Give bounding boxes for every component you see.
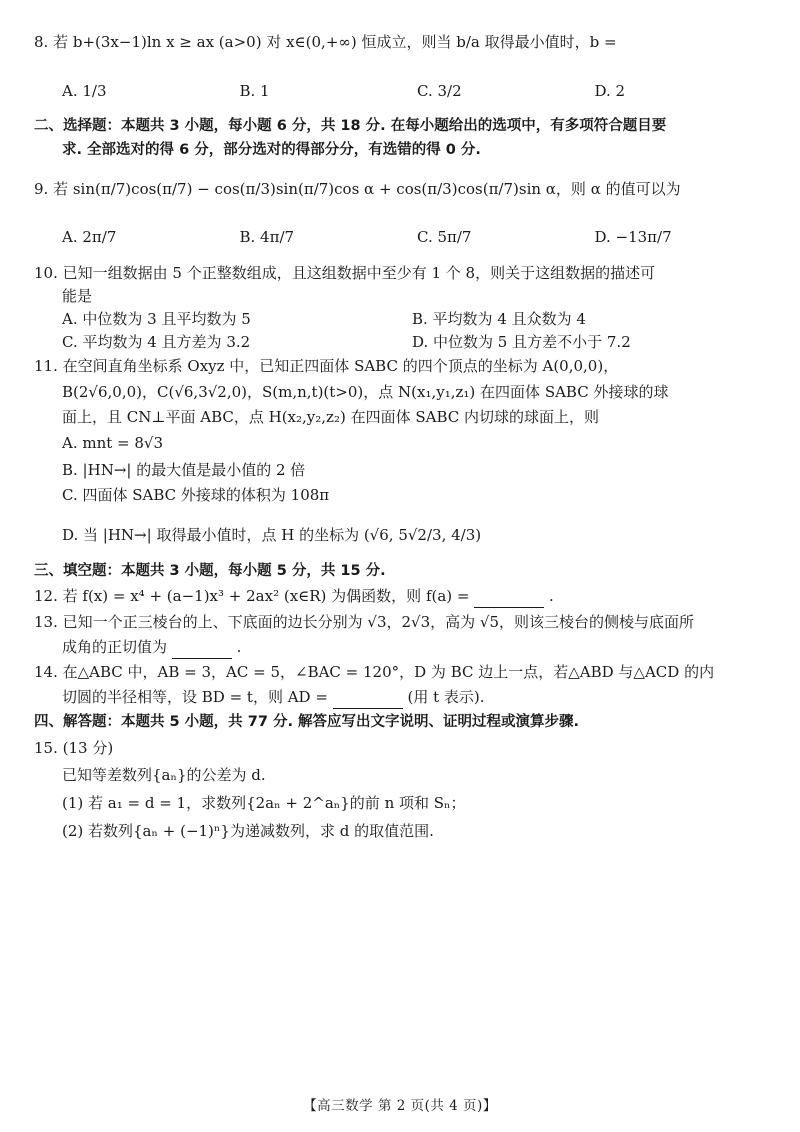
q11-stem-line2: B(2√6,0,0)，C(√6,3√2,0)，S(m,n,t)(t>0)，点 N(x₁,y₁,z₁) 在四面体 SABC 外接球的球 bbox=[62, 383, 669, 401]
q11-option-d: D. 当 |HN→| 取得最小值时，点 H 的坐标为 (√6, 5√2/3, 4/3) bbox=[62, 526, 482, 544]
q13-stem-line1: 13. 已知一个正三棱台的上、下底面的边长分别为 √3，2√3，高为 √5，则该三棱台的侧棱与底面所 bbox=[34, 613, 695, 631]
q10-stem-line1: 10. 已知一组数据由 5 个正整数组成，且这组数据中至少有 1 个 8，则关于这组数据的描述可 bbox=[34, 264, 656, 282]
q12-tail: . bbox=[549, 587, 554, 605]
q8-option-c: C. 3/2 bbox=[417, 82, 462, 100]
q9-stem: 9. 若 sin(π/7)cos(π/7) − cos(π/3)sin(π/7)cos α + cos(π/3)cos(π/7)sin α，则 α 的值可以为 bbox=[34, 180, 681, 198]
q15-part2: (2) 若数列{aₙ + (−1)ⁿ}为递减数列，求 d 的取值范围. bbox=[62, 822, 434, 840]
q11-option-c: C. 四面体 SABC 外接球的体积为 108π bbox=[62, 486, 330, 504]
q14-answer-blank[interactable] bbox=[333, 686, 403, 709]
q13-answer-blank[interactable] bbox=[172, 636, 232, 659]
q14-tail: (用 t 表示). bbox=[407, 688, 485, 706]
q11-stem-line1: 11. 在空间直角坐标系 Oxyz 中，已知正四面体 SABC 的四个顶点的坐标为 A(0,0,0)， bbox=[34, 357, 619, 375]
q8-stem: 8. 若 b+(3x−1)ln x ≥ ax (a>0) 对 x∈(0,+∞) 恒成立，则当 b/a 取得最小值时，b = bbox=[34, 33, 617, 51]
q12-text: 12. 若 f(x) = x⁴ + (a−1)x³ + 2ax² (x∈R) 为偶函数，则 f(a) = bbox=[34, 587, 470, 605]
q12-stem bbox=[34, 585, 772, 608]
section2-heading-line2: 求. 全部选对的得 6 分，部分选对的得部分分，有选错的得 0 分. bbox=[62, 142, 481, 158]
q15-stem: 已知等差数列{aₙ}的公差为 d. bbox=[62, 766, 266, 784]
q10-options-row1 bbox=[62, 308, 772, 329]
q8-option-d: D. 2 bbox=[594, 82, 626, 100]
q9-option-a: A. 2π/7 bbox=[62, 228, 117, 246]
q10-option-d: D. 中位数为 5 且方差不小于 7.2 bbox=[412, 333, 631, 351]
q13-line2-text: 成角的正切值为 bbox=[62, 638, 168, 656]
section2-heading-line1: 二、选择题：本题共 3 小题，每小题 6 分，共 18 分. 在每小题给出的选项中，有多项符合题目要 bbox=[34, 118, 667, 134]
q9-option-b: B. 4π/7 bbox=[239, 228, 295, 246]
q15-heading: 15. (13 分) bbox=[34, 739, 114, 757]
q10-option-b: B. 平均数为 4 且众数为 4 bbox=[412, 310, 586, 328]
q10-option-a: A. 中位数为 3 且平均数为 5 bbox=[62, 310, 251, 328]
q8-option-a: A. 1/3 bbox=[62, 82, 107, 100]
q15-part1: (1) 若 a₁ = d = 1，求数列{2aₙ + 2^aₙ}的前 n 项和 Sₙ； bbox=[62, 794, 466, 812]
q14-stem-line1: 14. 在△ABC 中，AB = 3，AC = 5，∠BAC = 120°，D 为 BC 边上一点，若△ABD 与△ACD 的内 bbox=[34, 663, 715, 681]
q10-options-row2 bbox=[62, 331, 772, 352]
q8-option-b: B. 1 bbox=[239, 82, 270, 100]
q9-option-d: D. −13π/7 bbox=[594, 228, 672, 246]
q9-option-c: C. 5π/7 bbox=[417, 228, 472, 246]
q11-option-b: B. |HN→| 的最大值是最小值的 2 倍 bbox=[62, 461, 306, 479]
q11-option-a: A. mnt = 8√3 bbox=[62, 434, 164, 452]
q9-options bbox=[62, 228, 772, 246]
q13-stem-line2 bbox=[62, 636, 772, 659]
page-footer: 【高三数学 第 2 页(共 4 页)】 bbox=[303, 1098, 497, 1114]
q14-stem-line2 bbox=[62, 686, 772, 709]
section3-heading: 三、填空题：本题共 3 小题，每小题 5 分，共 15 分. bbox=[34, 563, 386, 579]
q8-options bbox=[62, 82, 772, 100]
q10-stem-line2: 能是 bbox=[62, 287, 93, 305]
q10-option-c: C. 平均数为 4 且方差为 3.2 bbox=[62, 333, 251, 351]
q13-tail: . bbox=[236, 638, 242, 656]
q11-stem-line3: 面上，且 CN⊥平面 ABC，点 H(x₂,y₂,z₂) 在四面体 SABC 内切球的球面上，则 bbox=[62, 408, 600, 426]
section4-heading: 四、解答题：本题共 5 小题，共 77 分. 解答应写出文字说明、证明过程或演算步骤. bbox=[34, 714, 580, 730]
q12-answer-blank[interactable] bbox=[474, 585, 544, 608]
q14-line2-text: 切圆的半径相等，设 BD = t，则 AD = bbox=[62, 688, 328, 706]
